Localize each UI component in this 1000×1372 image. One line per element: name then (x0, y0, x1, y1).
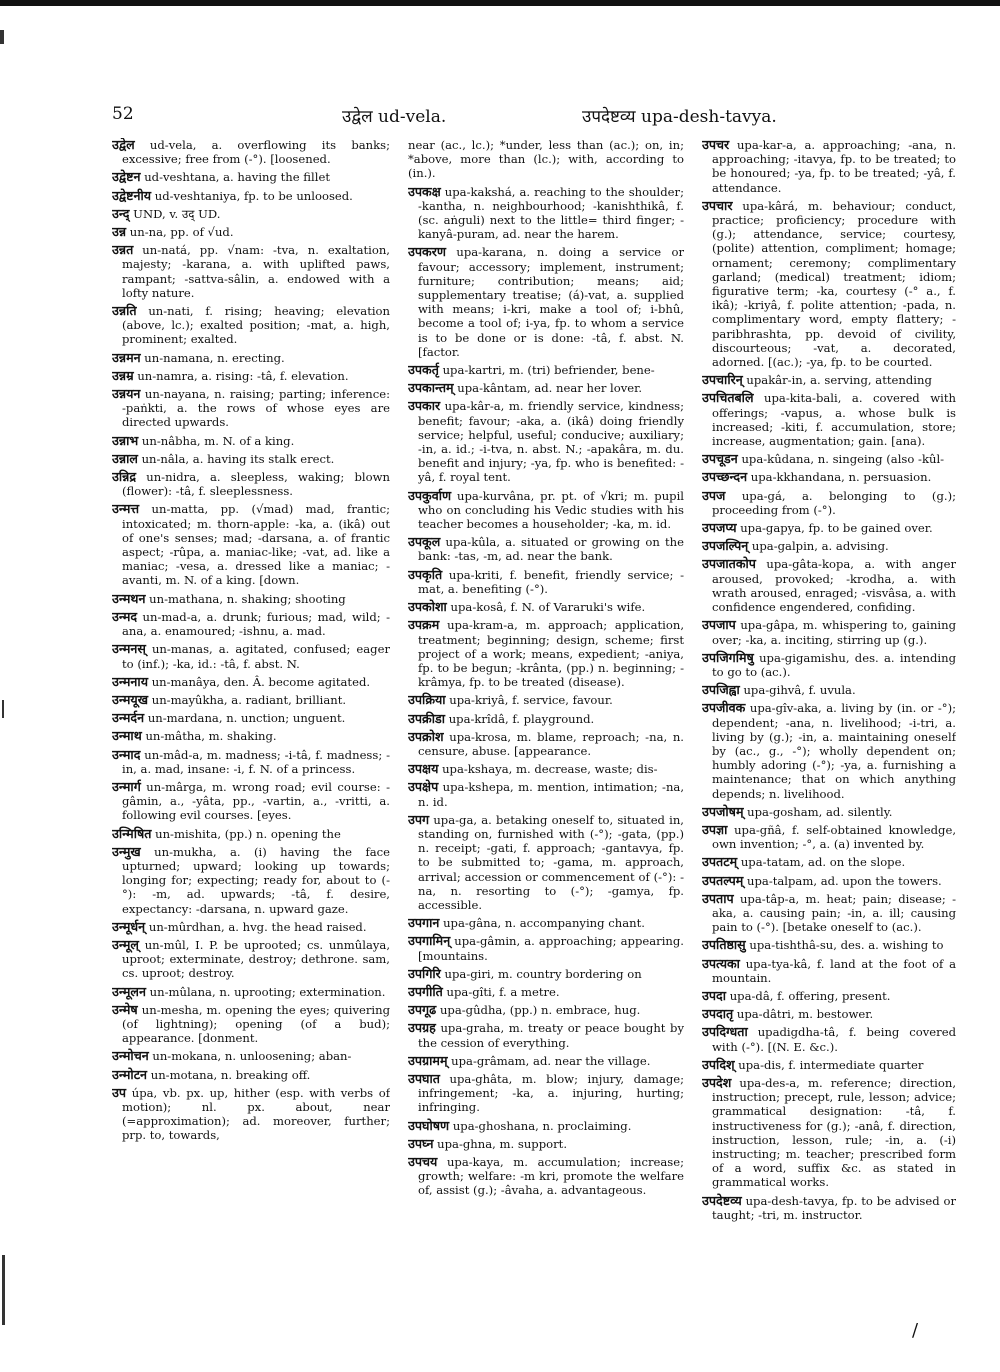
entry-headword: उन्न (112, 224, 127, 240)
entry-definition: un-mârga, m. wrong road; evil course: -gâmin, a., -yâta, pp., -vartin, a., -vritti, a. following evil courses. [eyes. (122, 779, 390, 823)
entry-definition: upa-giri, m. country bordering on (444, 966, 642, 981)
entry-headword: उपक्षय (408, 761, 439, 777)
entry-headword: उन्माद (112, 746, 141, 762)
entry-definition: un-mâd-a, m. madness; -i-tâ, f. madness; -in, a. mad, insane: -i, f. N. of a princess. (122, 747, 390, 776)
dictionary-entry (702, 855, 956, 869)
entry-headword: उपचूडन (702, 451, 738, 467)
footer-mark: / (912, 1320, 919, 1341)
entry-headword: उन्मेष (112, 1001, 138, 1017)
entry-definition: upa-kshepa, m. mention, intimation; -na, n. id. (418, 780, 684, 809)
entry-definition: ud-veshtana, a. having the fillet (144, 170, 330, 185)
entry-definition: upa-gâpa, m. whispering to, gaining over; -ka, a. inciting, stirring up (g.). (712, 618, 956, 647)
entry-headword: उपजल्पिन् (702, 538, 749, 554)
dictionary-entry (112, 780, 390, 823)
entry-headword: उपगूढ (408, 1002, 437, 1018)
entry-definition: upa-gâmin, a. approaching; appearing. [mountains. (418, 934, 684, 963)
dictionary-entry (408, 967, 684, 981)
dictionary-entry (112, 920, 390, 934)
dictionary-entry (408, 1137, 684, 1151)
entry-definition: upa-kûdana, n. singeing (also -kûl- (741, 452, 945, 467)
entry-headword: उपदिश् (702, 1056, 735, 1072)
dictionary-entry (408, 185, 684, 242)
entry-headword: उद्वेष्टन (112, 169, 141, 185)
dictionary-entry (702, 1076, 956, 1190)
entry-definition: un-nidra, a. sleepless, waking; blown (flower): -tâ, f. sleeplessness. (122, 470, 390, 499)
dictionary-entry (112, 711, 390, 725)
entry-headword: उपताप (702, 890, 734, 906)
entry-definition: upa-grâmam, ad. near the village. (451, 1053, 651, 1068)
entry-definition: upa-kshaya, m. decrease, waste; dis- (442, 762, 658, 777)
entry-definition: upa-kartri, m. (tri) befriender, bene- (442, 363, 655, 378)
entry-headword: उपदा (702, 987, 727, 1003)
dictionary-entry (112, 304, 390, 347)
entry-definition: upa-gosham, ad. silently. (747, 804, 893, 819)
dictionary-entry (112, 938, 390, 981)
entry-headword: उन्मयूख (112, 691, 149, 707)
dictionary-entry (408, 600, 684, 614)
entry-headword: उपक्षेप (408, 779, 439, 795)
dictionary-entry (408, 1021, 684, 1049)
entry-definition: upadigdha-tâ, f. being covered with (-°). [(N. E. &c.). (712, 1025, 956, 1054)
entry-definition: upa-kakshá, a. reaching to the shoulder; -kantha, n. neighbourhood; -kanishthikâ, f. (sc. aṅguli) next to the little= third finger; -kanyâ-puram, ad. near the harem. (418, 184, 684, 242)
entry-definition: upa-gñâ, f. self-obtained knowledge, own invention; -°, a. (a) invented by. (712, 822, 956, 852)
entry-headword: उपचितबलि (702, 390, 754, 406)
entry-definition: UND, v. उद् UD. (133, 206, 221, 221)
entry-definition: upa-kântam, ad. near her lover. (457, 381, 643, 396)
entry-headword: उपग (408, 811, 430, 827)
entry-definition: un-natá, pp. √nam: -tva, n. exaltation, majesty; -karana, a. with uplifted paws, rampant; -sattva-sâlin, a. endowed with a lofty nature. (122, 243, 390, 300)
entry-headword: उपकक्ष (408, 183, 441, 199)
entry-headword: उपकार (408, 398, 441, 414)
entry-definition: ud-vela, a. overflowing its banks; excessive; free from (-°). [loosened. (122, 138, 390, 167)
entry-headword: उपदेश (702, 1074, 732, 1090)
entry-definition: upa-gapya, fp. to be gained over. (740, 521, 933, 536)
entry-headword: उपतटम् (702, 854, 738, 870)
entry-headword: उन्मत्त (112, 501, 140, 517)
entry-headword: उपक्रीडा (408, 710, 445, 726)
dictionary-entry (112, 434, 390, 448)
binding-mark (0, 30, 4, 44)
entry-headword: उन्मोचन (112, 1048, 149, 1064)
dictionary-entry (408, 1119, 684, 1133)
entry-definition: un-mardana, n. unction; unguent. (147, 711, 346, 726)
dictionary-entry (702, 452, 956, 466)
dictionary-entry (112, 387, 390, 430)
entry-headword: उपगिरि (408, 965, 441, 981)
entry-definition: upa-kar-a, a. approaching; -ana, n. approaching; -itavya, fp. to be treated; to be honoured; -ya, fp. to be treated; -yâ, f. attendance. (712, 138, 956, 195)
entry-definition: upa-tatam, ad. on the slope. (740, 855, 906, 870)
entry-definition: upa-kurvâna, pr. pt. of √kri; m. pupil who on concluding his Vedic studies with his teacher becomes a householder; -ka, m. id. (418, 488, 684, 532)
dictionary-entry (702, 874, 956, 888)
dictionary-entry (702, 618, 956, 646)
dictionary-entry (112, 1049, 390, 1063)
entry-definition: upa-dâtri, m. bestower. (736, 1007, 874, 1022)
dictionary-entry (702, 138, 956, 195)
dictionary-entry (408, 780, 684, 808)
entry-headword: उन्नयन (112, 386, 141, 402)
entry-definition: un-mâtha, m. shaking. (145, 729, 277, 744)
entry-definition: un-nâla, a. having its stalk erect. (141, 451, 335, 466)
entry-headword: उपजाप (702, 617, 736, 633)
entry-definition: un-mûlana, n. uprooting; extermination. (149, 984, 386, 999)
entry-definition: un-mesha, m. opening the eyes; quivering (of lightning); opening (of a bud); appearance. [donment. (122, 1002, 390, 1046)
dictionary-entry (408, 618, 684, 689)
entry-definition: upa-tya-kâ, f. land at the foot of a mountain. (712, 956, 956, 985)
dictionary-entry (702, 199, 956, 369)
entry-definition: upa-kûla, a. situated or growing on the bank: -tas, -m, ad. near the bank. (418, 535, 684, 564)
entry-headword: उपजप्य (702, 520, 737, 536)
entry-headword: उपतिष्ठासु (702, 937, 746, 953)
entry-definition: un-mad-a, a. drunk; furious; mad, wild; -ana, a. enamoured; -ishnu, a. mad. (122, 609, 390, 639)
entry-headword: उपचय (408, 1154, 438, 1169)
entry-headword: उन्मथन (112, 590, 146, 606)
entry-headword: उन्मनाय (112, 673, 148, 689)
entry-definition: upa-gigamishu, des. a. intending to go to (ac.). (712, 650, 956, 679)
entry-headword: उन्माथ (112, 728, 142, 744)
entry-headword: उपजीवक (702, 700, 746, 716)
entry-definition: upa-kita-bali, a. covered with offerings; -vapus, a. whose bulk is increased; -kiti, f. accumulation, store; increase, augmentation; gain. [ana). (712, 391, 956, 449)
entry-definition: un-mûl, I. P. be uprooted; cs. unmûlaya, uproot; exterminate, destroy; dethrone. sam, cs. uproot; destroy. (122, 937, 390, 981)
entry-definition: upa-talpam, ad. upon the towers. (747, 873, 942, 888)
dictionary-entry (702, 823, 956, 851)
dictionary-entry (408, 693, 684, 707)
entry-definition: un-motana, n. breaking off. (150, 1067, 311, 1082)
entry-definition: upa-ga, a. betaking oneself to, situated in, standing on, furnished with (-°); -gata, (pp.) n. receipt; -gati, f. approach; -gantavya, fp. to be submitted to; -gama, m. approach, arrival; accession or commencement of (-°): -na, n. resorting to (-°); -gamya, fp. accessible. (418, 812, 684, 912)
entry-definition: un-manas, a. agitated, confused; eager to (inf.); -ka, id.: -tâ, f. abst. N. (122, 642, 390, 671)
dictionary-entry (702, 701, 956, 800)
entry-headword: उपदातृ (702, 1006, 734, 1022)
dictionary-entry (112, 502, 390, 587)
entry-definition: upa-kârá, m. behaviour; conduct, practice; proficiency; procedure with (g.); attendance, service; courtesy, (polite) attention, compliment; homage; ornament; ceremony; complimentary garland; (medical) treatment; idiom; figurative term; -ka, courtesy (-° a., f. ikâ); -kriyâ, f. polite attention; -pada, n. complimentary word, empty flattery; -paribhrashta, pp. devoid of civility, discourteous; -vat, a. decorated, adorned. [(ac.); -ya, fp. to be courted. (712, 198, 956, 370)
dictionary-entry (702, 489, 956, 517)
entry-headword: उपजिह्वा (702, 682, 740, 698)
entry-headword: उपदिग्धता (702, 1024, 748, 1040)
dictionary-entry (408, 934, 684, 962)
dictionary-entry (112, 351, 390, 365)
dictionary-entry (112, 845, 390, 916)
top-edge-bar (0, 0, 1000, 6)
dictionary-entry (702, 938, 956, 952)
dictionary-entry (112, 610, 390, 638)
entry-headword: उपच्छन्दन (702, 469, 748, 485)
dictionary-entry (408, 245, 684, 359)
dictionary-entry (112, 985, 390, 999)
dictionary-entry (408, 985, 684, 999)
entry-definition: upa-des-a, m. reference; direction, instruction; precept, rule, lesson; advice; grammatical designation: -tâ, f. instructiveness for (g.); -anâ, f. direction, instruction, lesson, rule; -in, a. (-i) instructing; m. teacher; prescribed form of a word, suffix &c. as stated in grammatical works. (712, 1075, 956, 1190)
dictionary-entry (408, 138, 684, 181)
entry-headword: उपतल्पम् (702, 872, 744, 888)
entry-headword: उन्मिषित (112, 825, 152, 841)
dictionary-entry (112, 369, 390, 383)
entry-headword: उपचार (702, 197, 733, 213)
entry-headword: उपज (702, 487, 726, 503)
entry-headword: उपकुर्वाण (408, 487, 452, 503)
entry-definition: upa-krîdâ, f. playground. (448, 711, 595, 726)
entry-definition: upa-tishthâ-su, des. a. wishing to (749, 938, 944, 953)
dictionary-entry (702, 1194, 956, 1222)
entry-headword: उपकोशा (408, 599, 447, 615)
dictionary-entry (112, 642, 390, 670)
entry-headword: उद्वेल (112, 138, 135, 152)
column-1 (112, 138, 390, 1308)
entry-definition: un-mayûkha, a. radiant, brilliant. (151, 692, 347, 707)
entry-headword: उपक्रोश (408, 728, 444, 744)
entry-headword: उपदेष्टव्य (702, 1192, 742, 1208)
dictionary-entry (112, 243, 390, 300)
dictionary-entry (408, 363, 684, 377)
column-2 (408, 138, 684, 1308)
dictionary-entry (702, 1058, 956, 1072)
dictionary-entry (702, 651, 956, 679)
dictionary-entry (408, 712, 684, 726)
entry-definition: un-nayana, n. raising; parting; inference: -paṅkti, a. the rows of whose eyes are directed upwards. (122, 387, 390, 430)
entry-definition: upa-gîti, f. a metre. (446, 984, 560, 999)
entry-definition: upa-kriyâ, f. service, favour. (449, 693, 613, 708)
entry-definition: un-manâya, den. Â. become agitated. (151, 674, 371, 689)
binding-mark (2, 700, 4, 718)
dictionary-entry (112, 675, 390, 689)
entry-headword: उपकर्तृ (408, 362, 439, 378)
dictionary-entry (112, 189, 390, 203)
dictionary-entry (408, 1054, 684, 1068)
entry-headword: उन्मर्दन (112, 710, 145, 726)
entry-definition: úpa, vb. px. up, hither (esp. with verbs of motion); nl. px. about, near (=approximation); ad. moreover, further; prp. to, towards, (122, 1085, 390, 1143)
page-number: 52 (112, 104, 134, 124)
entry-headword: उपजोषम् (702, 803, 744, 819)
entry-definition: upa-gîv-aka, a. living by (in. or -°); dependent; -ana, n. livelihood; -i-tri, a. living by (g.); -in, a. maintaining oneself by (ac., g., -°); wholly dependent on; humbly adoring (-°); -ya, a. furnishing a maintenance; that on which anything depends; n. livelihood. (712, 701, 956, 801)
entry-headword: उन्नमन (112, 349, 141, 365)
dictionary-entry (408, 1155, 684, 1198)
entry-definition: un-mukha, a. (i) having the face upturned; upward; looking up towards; longing for; expecting; ready for, about to (-°): -m, ad. upwards; -tâ, f. desire, expectancy: -darsana, n. upward gaze. (122, 844, 390, 916)
dictionary-entry (112, 1068, 390, 1082)
dictionary-entry (702, 989, 956, 1003)
dictionary-entry (702, 683, 956, 697)
dictionary-entry (702, 957, 956, 985)
entry-headword: उपकान्तम् (408, 380, 454, 396)
entry-definition: upa-gûdha, (pp.) n. embrace, hug. (439, 1003, 641, 1018)
entry-headword: उपकरण (408, 244, 446, 260)
entry-headword: उन्मुख (112, 843, 141, 859)
entry-headword: उन्नम्र (112, 367, 134, 383)
entry-definition: upa-dis, f. intermediate quarter (738, 1057, 924, 1072)
entry-headword: उपजिगमिषु (702, 649, 754, 665)
entry-definition: upa-tâp-a, m. heat; pain; disease; -aka, a. causing pain; -in, a. ill; causing pain to (-°). [betake oneself to (ac.). (712, 891, 956, 935)
entry-definition: ud-veshtaniya, fp. to be unloosed. (154, 188, 353, 203)
entry-headword: उपग्रह (408, 1020, 436, 1036)
entry-definition: un-mathana, n. shaking; shooting (149, 591, 346, 606)
dictionary-entry (112, 592, 390, 606)
column-3 (702, 138, 956, 1308)
dictionary-entry (702, 539, 956, 553)
dictionary-entry (408, 568, 684, 596)
entry-headword: उन्मूल् (112, 936, 139, 952)
entry-headword: उन्मूर्धन् (112, 918, 146, 934)
entry-headword: उन्नाल (112, 450, 138, 466)
dictionary-entry (408, 762, 684, 776)
dictionary-entry (112, 170, 390, 184)
dictionary-entry (702, 892, 956, 935)
entry-headword: उपकृति (408, 566, 443, 582)
entry-headword: उन्मार्ग (112, 778, 141, 794)
entry-headword: उन्नाभ (112, 432, 139, 448)
right-running-head: उपदेष्टव्य upa-desh-tavya. (582, 107, 777, 127)
entry-definition: un-mokana, n. unloosening; aban- (152, 1049, 352, 1064)
entry-definition: upa-kosâ, f. N. of Vararuki's wife. (450, 600, 646, 615)
dictionary-entry (408, 1003, 684, 1017)
entry-headword: उपगामिन् (408, 933, 451, 949)
entry-definition: upa-kâr-a, m. friendly service, kindness; benefit; favour; -aka, a. (ikâ) doing friendly service; helpful, useful; conducive; auxiliary; -in, a. id.; -i-tva, n. abst. N.; -apakâra, m. du. benefit and injury; -ya, fp. who is benefited: -yâ, f. royal tent. (418, 399, 684, 485)
dictionary-entry (112, 452, 390, 466)
dictionary-entry (112, 470, 390, 498)
entry-definition: upa-karana, n. doing a service or favour; accessory; implement, instrument; furniture; contribution; means; aid; supplementary treatise; (á)-vat, a. supplied with means; i-kri, make a tool of; i-bhû, become a tool of; i-ya, fp. to whom a service is to be done or is done: -tâ, f. abst. N. [factor. (418, 245, 684, 359)
dictionary-entry (408, 381, 684, 395)
entry-headword: उन्मद (112, 608, 138, 624)
entry-definition: upa-gá, a. belonging to (g.); proceeding from (-°). (712, 488, 956, 517)
dictionary-entry (112, 207, 390, 221)
entry-headword: उन्नति (112, 303, 137, 319)
dictionary-entry (112, 729, 390, 743)
dictionary-entry (408, 813, 684, 912)
dictionary-entry (702, 470, 956, 484)
dictionary-entry (702, 805, 956, 819)
entry-definition: upa-kkhandana, n. persuasion. (750, 470, 932, 485)
dictionary-entry (702, 1025, 956, 1053)
dictionary-entry (408, 916, 684, 930)
dictionary-entry (702, 1007, 956, 1021)
entry-headword: उपघ्न (408, 1135, 434, 1151)
entry-definition: un-mûrdhan, a. hvg. the head raised. (148, 919, 367, 934)
entry-headword: उन्मनस् (112, 641, 146, 657)
dictionary-entry (408, 489, 684, 532)
entry-headword: उपचारिन् (702, 372, 743, 388)
entry-definition: upa-kaya, m. accumulation; increase; growth; welfare: -m kri, promote the welfare of, assist (g.); -âvaha, a. advantageous. (418, 1155, 684, 1198)
entry-definition: un-namana, n. erecting. (144, 350, 285, 365)
running-header (112, 100, 902, 130)
entry-definition: upa-desh-tavya, fp. to be advised or taught; -tri, m. instructor. (712, 1193, 956, 1222)
dictionary-entry (702, 521, 956, 535)
entry-definition: upa-graha, m. treaty or peace bought by the cession of everything. (418, 1021, 684, 1050)
entry-definition: upa-gihvâ, f. uvula. (743, 683, 856, 698)
dictionary-entry (112, 225, 390, 239)
dictionary-entry (112, 748, 390, 776)
entry-headword: उन्मोटन (112, 1066, 148, 1082)
dictionary-entry (408, 399, 684, 484)
entry-headword: उपत्यका (702, 955, 740, 971)
entry-definition: near (ac., lc.); *under, less than (ac.); on, in; *above, more than (lc.); with, according to (in.). (408, 138, 684, 181)
entry-headword: उपगीति (408, 983, 443, 999)
entry-headword: उन्मूलन (112, 983, 146, 999)
entry-headword: उपक्रम (408, 617, 440, 633)
entry-headword: उपक्रिया (408, 692, 446, 708)
entry-definition: upa-dâ, f. offering, present. (729, 988, 891, 1003)
dictionary-entry (112, 827, 390, 841)
dictionary-entry (408, 1072, 684, 1115)
dictionary-entry (112, 1003, 390, 1046)
entry-definition: upakâr-in, a. serving, attending (746, 373, 932, 388)
entry-definition: un-mishita, (pp.) n. opening the (155, 826, 341, 841)
entry-headword: उपघोषण (408, 1117, 450, 1133)
entry-headword: उपघात (408, 1070, 440, 1086)
dictionary-entry (408, 535, 684, 563)
entry-definition: upa-galpin, a. advising. (751, 539, 889, 554)
entry-definition: upa-kram-a, m. approach; application, treatment; beginning; design, scheme; first project of a work; means, expedient; -aniya, fp. to be begun; -krânta, (pp.) n. beginning; -krâmya, fp. to be treated (disease). (418, 618, 684, 690)
dictionary-entry (702, 557, 956, 614)
dictionary-entry (702, 391, 956, 448)
entry-definition: un-matta, pp. (√mad) mad, frantic; intoxicated; m. thorn-apple: -ka, a. (ikâ) out of one's senses; mad; -darsana, a. of frantic aspect; -rûpa, a. maniac-like; -vat, ad. like a maniac; -vesa, a. dressed like a maniac; -avanti, m. N. of a king. [down. (122, 502, 390, 588)
entry-definition: upa-ghna, m. support. (437, 1136, 568, 1151)
entry-definition: upa-krosa, m. blame, reproach; -na, n. censure, abuse. [appearance. (418, 729, 684, 758)
entry-headword: उपजातकोप (702, 556, 756, 572)
dictionary-entry (702, 373, 956, 387)
entry-headword: उपकूल (408, 534, 441, 550)
entry-definition: upa-kriti, f. benefit, friendly service; -mat, a. benefiting (-°). (418, 567, 684, 596)
entry-headword: उपज्ञा (702, 821, 728, 837)
dictionary-columns (112, 138, 957, 1308)
entry-headword: उपग्रामम् (408, 1052, 448, 1068)
dictionary-entry (112, 1086, 390, 1143)
entry-definition: un-nati, f. rising; heaving; elevation (above, lc.); exalted position; -mat, a. high, prominent; exalted. (122, 304, 390, 347)
dictionary-entry (112, 693, 390, 707)
entry-definition: upa-gâna, n. accompanying chant. (443, 916, 645, 931)
left-running-head: उद्वेल ud-vela. (342, 107, 447, 127)
entry-definition: upa-gâta-kopa, a. with anger aroused, provoked; -krodha, a. with wrath aroused, enraged; -visvâsa, a. with confidence engendered, confiding. (712, 557, 956, 615)
entry-headword: उन्द् (112, 205, 130, 221)
binding-mark (2, 1255, 5, 1325)
entry-definition: un-namra, a. rising: -tâ, f. elevation. (137, 368, 349, 383)
dictionary-entry (112, 138, 390, 166)
entry-headword: उन्निद्र (112, 469, 137, 485)
entry-definition: un-na, pp. of √ud. (129, 225, 234, 240)
entry-definition: un-nâbha, m. N. of a king. (141, 433, 295, 448)
entry-headword: उपचर (702, 138, 730, 152)
entry-headword: उद्वेष्टनीय (112, 187, 152, 203)
entry-definition: upa-ghâta, m. blow; injury, damage; infringement; -ka, a. injuring, hurting; infringing. (418, 1071, 684, 1115)
entry-headword: उन्नत (112, 242, 134, 258)
entry-headword: उपगान (408, 915, 440, 931)
entry-headword: उप (112, 1084, 127, 1100)
dictionary-entry (408, 730, 684, 758)
entry-definition: upa-ghoshana, n. proclaiming. (452, 1118, 632, 1133)
